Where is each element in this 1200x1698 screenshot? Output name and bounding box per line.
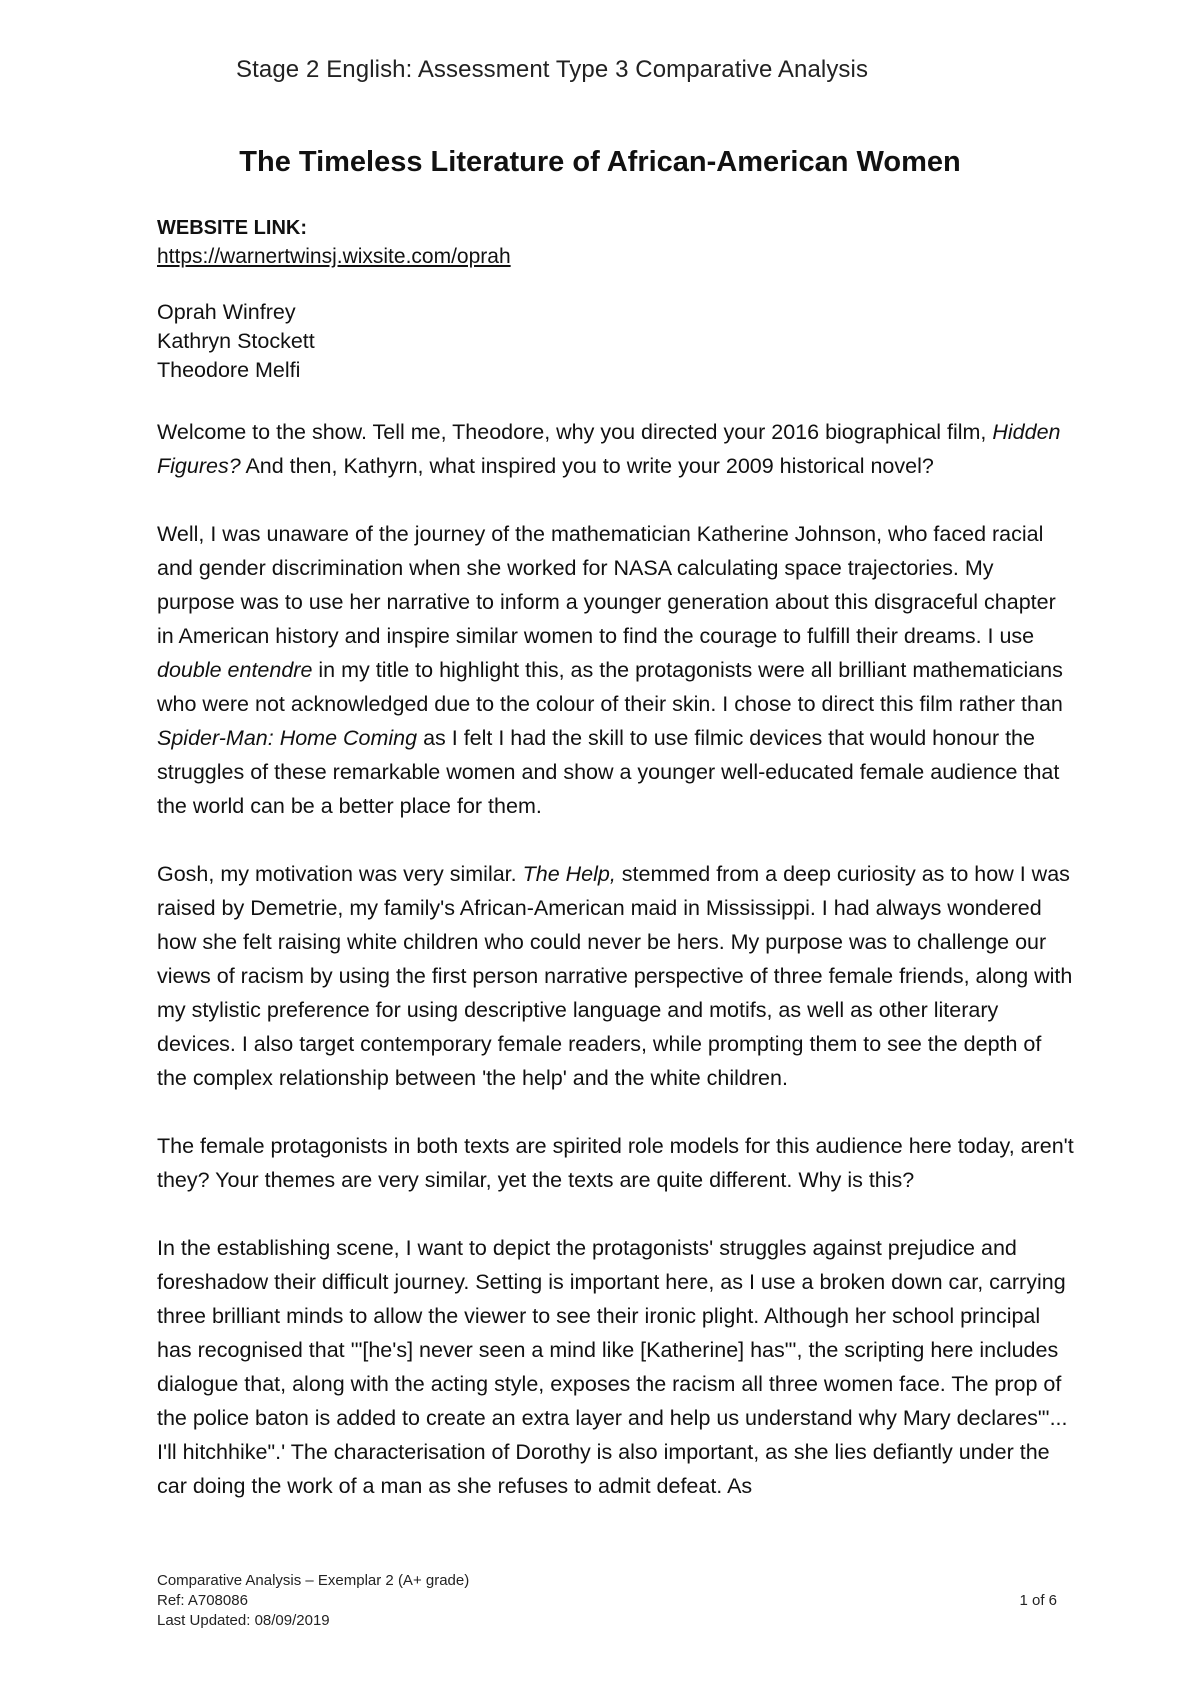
people-list bbox=[157, 298, 1077, 385]
paragraph-text: as I felt I had the skill to use filmic devices that would honour the struggles of these remarkable women and show a younger well-educated female audience that the world can be a better place for them. bbox=[157, 726, 1060, 818]
person-name: Theodore Melfi bbox=[157, 358, 301, 382]
website-link[interactable]: https://warnertwinsj.wixsite.com/oprah bbox=[157, 245, 511, 268]
person-name: Oprah Winfrey bbox=[157, 300, 296, 324]
footer-exemplar: Comparative Analysis – Exemplar 2 (A+ grade) bbox=[157, 1572, 470, 1589]
paragraph-text: in my title to highlight this, as the protagonists were all brilliant mathematicians who were not acknowledged due to the colour of their skin. I chose to direct this film rather than bbox=[157, 658, 1063, 716]
paragraph-3 bbox=[157, 857, 1077, 1095]
document-body bbox=[157, 214, 1077, 1503]
document-title: The Timeless Literature of African-American Women bbox=[239, 146, 961, 178]
footer-last-updated: Last Updated: 08/09/2019 bbox=[157, 1612, 330, 1629]
footer-ref-row bbox=[157, 1591, 1057, 1611]
page-header: Stage 2 English: Assessment Type 3 Comparative Analysis bbox=[236, 56, 869, 83]
footer-ref: Ref: A708086 bbox=[157, 1592, 248, 1609]
italic-text: The Help, bbox=[522, 862, 616, 886]
paragraph-text: Gosh, my motivation was very similar. bbox=[157, 862, 523, 886]
paragraph-1 bbox=[157, 415, 1077, 483]
paragraph-text: And then, Kathyrn, what inspired you to write your 2009 historical novel? bbox=[240, 454, 934, 478]
italic-text: Spider-Man: Home Coming bbox=[157, 726, 418, 750]
page-footer bbox=[157, 1571, 1057, 1631]
italic-text: double entendre bbox=[157, 658, 313, 682]
website-link-label: WEBSITE LINK: bbox=[157, 217, 307, 239]
paragraph-text: Well, I was unaware of the journey of the mathematician Katherine Johnson, who faced racial and gender discrimination when she worked for NASA calculating space trajectories. My purpose was to use her narrative to inform a younger generation about this disgraceful chapter in American history and inspire similar women to find the courage to fulfill their dreams. I use bbox=[157, 522, 1056, 648]
paragraph-text: stemmed from a deep curiosity as to how I was raised by Demetrie, my family's African-American maid in Mississippi. I had always wondered how she felt raising white children who could never be hers. My purpose was to challenge our views of racism by using the first person narrative perspective of three female friends, along with my stylistic preference for using descriptive language and motifs, as well as other literary devices. I also target contemporary female readers, while prompting them to see the depth of the complex relationship between 'the help' and the white children. bbox=[157, 862, 1073, 1090]
paragraph-2 bbox=[157, 517, 1077, 823]
italic-text: Hidden Figures? bbox=[157, 420, 1061, 478]
page-number: 1 of 6 bbox=[1019, 1592, 1057, 1609]
paragraph-5: In the establishing scene, I want to depict the protagonists' struggles against prejudice and foreshadow their difficult journey. Setting is important here, as I use a broken down car, carrying three brilliant minds to allow the viewer to see their ironic plight. Although her school principal has recognised that '"[he's] never seen a mind like [Katherine] has"', the scripting here includes dialogue that, along with the acting style, exposes the racism all three women face. The prop of the police baton is added to create an extra layer and help us understand why Mary declares"'... I'll hitchhike".' The characterisation of Dorothy is also important, as she lies defiantly under the car doing the work of a man as she refuses to admit defeat. As bbox=[157, 1236, 1068, 1498]
paragraph-text: Welcome to the show. Tell me, Theodore, why you directed your 2016 biographical film, bbox=[157, 420, 993, 444]
person-name: Kathryn Stockett bbox=[157, 329, 315, 353]
paragraph-4: The female protagonists in both texts are spirited role models for this audience here today, aren't they? Your themes are very similar, yet the texts are quite different. Why is this? bbox=[157, 1134, 1074, 1192]
